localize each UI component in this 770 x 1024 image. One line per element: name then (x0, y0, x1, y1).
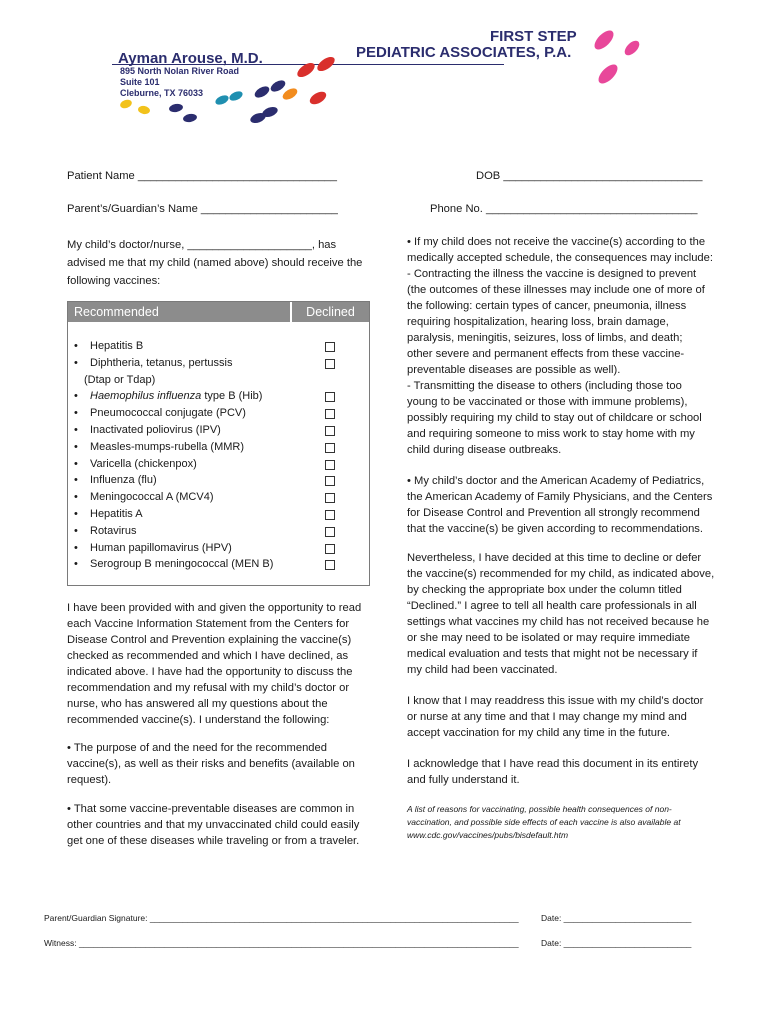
text-line: www.cdc.gov/vaccines/pubs/bisdefault.htm (407, 830, 569, 840)
witness-signature-field[interactable]: Witness: _____________________________________________________________________________________________ (44, 938, 519, 948)
text-line: nurse, who has answered all my questions about the (67, 698, 328, 710)
declined-checkbox[interactable] (325, 359, 335, 369)
doctor-name: Ayman Arouse, M.D. (118, 50, 263, 67)
text-line: each Vaccine Information Statement from the Centers for (67, 618, 350, 630)
dob-field[interactable]: DOB ________________________________ (476, 170, 703, 182)
text-line: - Transmitting the disease to others (including those too (407, 380, 682, 392)
text-line: advised me that my child (named above) should receive the (67, 257, 363, 269)
text-line: or she may need to be isolated or may require immediate (407, 632, 690, 644)
declined-checkbox[interactable] (325, 342, 335, 352)
declined-checkbox[interactable] (325, 493, 335, 503)
bullet: • (74, 474, 78, 487)
text-line: recommendation and my refusal with my child’s doctor or (67, 682, 350, 694)
text-line: accept vaccination for my child any time in the future. (407, 727, 671, 739)
vaccine-row (72, 405, 368, 422)
readdress-paragraph (407, 693, 727, 741)
consequences-paragraph (407, 234, 727, 458)
text-line: preventable diseases are possible as well). (407, 364, 621, 376)
text-line: indicated above. I have had the opportunity to discuss the (67, 666, 353, 678)
bullet: • (74, 407, 78, 420)
text-line: I have been provided with and given the opportunity to read (67, 602, 362, 614)
hib-italic: Haemophilus influenza (90, 390, 202, 403)
text-line: medical evaluation and tests that might not be necessary if (407, 648, 698, 660)
address-line: 895 North Nolan River Road (120, 66, 240, 76)
text-line: I acknowledge that I have read this document in its entirety (407, 758, 699, 770)
vaccine-row (72, 388, 368, 405)
acknowledge-paragraph (407, 756, 727, 788)
intro-paragraph (67, 236, 381, 290)
vaccine-name: Serogroup B meningococcal (MEN B) (90, 558, 274, 571)
text-line: • The purpose of and the need for the recommended (67, 742, 327, 754)
guardian-date-field[interactable]: Date: ___________________________ (541, 913, 692, 923)
vaccine-table (67, 301, 370, 586)
declined-checkbox[interactable] (325, 409, 335, 419)
text-line: other countries and that my unvaccinated child could easily (67, 819, 360, 831)
vaccine-row (72, 556, 368, 573)
text-line: child during disease outbreaks. (407, 444, 562, 456)
bullet: • (74, 541, 78, 554)
aap-paragraph (407, 473, 727, 537)
hib-suffix: type B (Hib) (204, 390, 263, 403)
text-line: settings what vaccines my child has not received because he (407, 616, 710, 628)
vaccine-row (72, 472, 368, 489)
bullet: • (74, 340, 78, 352)
bullet: • (74, 558, 78, 571)
text-line: • My child’s doctor and the American Academy of Pediatrics, (407, 475, 705, 487)
text-line: I know that I may readdress this issue with my child’s doctor (407, 695, 704, 707)
vaccine-row (72, 338, 368, 355)
declined-checkbox[interactable] (325, 560, 335, 570)
text-line: that the vaccine(s) be given according to recommendations. (407, 523, 704, 535)
address-line: Suite 101 (120, 77, 160, 87)
text-line: “Declined.” I agree to tell all health care professionals in all (407, 600, 697, 612)
witness-date-field[interactable]: Date: ___________________________ (541, 938, 692, 948)
declined-checkbox[interactable] (325, 527, 335, 537)
patient-name-field[interactable]: Patient Name ________________________________ (67, 170, 337, 182)
vaccine-name: Measles-mumps-rubella (MMR) (90, 440, 245, 453)
text-line: the American Academy of Family Physicians, and the Centers (407, 491, 713, 503)
text-line: following vaccines: (67, 275, 161, 287)
vaccine-row (72, 489, 368, 506)
text-line: possibly requiring my child to stay out of childcare or school (407, 412, 702, 424)
vaccine-name: Hepatitis B (90, 340, 144, 352)
declined-header: Declined (292, 302, 369, 322)
vaccine-name: Meningococcal A (MCV4) (90, 491, 214, 504)
text-line: vaccination, and possible side effects of each vaccine is also available at (407, 817, 681, 827)
text-line: • If my child does not receive the vaccine(s) according to the (407, 236, 706, 248)
text-line: the vaccine(s) recommended for my child, as indicated above, (407, 568, 715, 580)
vaccine-name: Varicella (chickenpox) (90, 457, 197, 470)
text-line: for Disease Control and Prevention all strongly recommend (407, 507, 700, 519)
footprints-icon (110, 20, 650, 130)
vaccine-row (72, 523, 368, 540)
text-line: other severe and permanent effects from these vaccine- (407, 348, 685, 360)
address-line: Cleburne, TX 76033 (120, 88, 204, 98)
bullet: • (74, 491, 78, 504)
text-line: paralysis, meningitis, seizures, loss of limbs, and death; (407, 332, 683, 344)
text-line: requiring hospitalization, hearing loss, brain damage, (407, 316, 669, 328)
text-line: recommended vaccine(s). I understand the following: (67, 714, 330, 726)
text-line: my child had been vaccinated. (407, 664, 558, 676)
bullet: • (74, 440, 78, 453)
text-line: and requiring someone to miss work to stay home with my (407, 428, 695, 440)
purpose-paragraph (67, 740, 381, 788)
footprints-logo (110, 20, 650, 130)
text-line: Disease Control and Prevention explaining the vaccine(s) (67, 634, 352, 646)
vaccine-name (90, 388, 262, 405)
text-line: or nurse at any time and that I may change my mind and (407, 711, 687, 723)
declined-checkbox[interactable] (325, 476, 335, 486)
declined-checkbox[interactable] (325, 510, 335, 520)
bullet: • (74, 524, 78, 537)
declined-checkbox[interactable] (325, 426, 335, 436)
provided-paragraph (67, 600, 381, 728)
text-line: the following: certain types of cancer, pneumonia, illness (407, 300, 687, 312)
text-line: My child’s doctor/nurse, ____________________, has (67, 239, 337, 251)
vaccine-row (72, 506, 368, 523)
cdc-note (407, 803, 727, 842)
phone-field[interactable]: Phone No. __________________________________ (430, 203, 698, 215)
bullet: • (74, 457, 78, 470)
vaccine-name: Hepatitis A (90, 507, 143, 520)
vaccine-row (72, 456, 368, 473)
declined-checkbox[interactable] (325, 544, 335, 554)
nevertheless-paragraph (407, 550, 727, 678)
text-line: vaccine(s), as well as their risks and benefits (available on (67, 758, 355, 770)
text-line: - Contracting the illness the vaccine is designed to prevent (407, 268, 697, 280)
practice-name-line2: PEDIATRIC ASSOCIATES, P.A. (356, 44, 572, 61)
common-paragraph (67, 801, 381, 849)
vaccine-name: Influenza (flu) (90, 474, 157, 487)
recommended-header: Recommended (68, 302, 290, 322)
vaccine-row (72, 355, 368, 372)
text-line: and fully understand it. (407, 774, 520, 786)
practice-name-line1: FIRST STEP (490, 28, 577, 45)
bullet: • (74, 356, 78, 369)
vaccine-row (72, 540, 368, 557)
declined-checkbox[interactable] (325, 392, 335, 402)
vaccine-row (72, 439, 368, 456)
vaccine-name: Rotavirus (90, 524, 137, 537)
declined-checkbox[interactable] (325, 443, 335, 453)
bullet: • (74, 507, 78, 520)
vaccine-name: Pneumococcal conjugate (PCV) (90, 407, 246, 420)
vaccine-name: (Dtap or Tdap) (84, 373, 156, 386)
text-line: medically accepted schedule, the consequences may include: (407, 252, 713, 264)
guardian-name-field[interactable]: Parent’s/Guardian’s Name ______________________ (67, 203, 338, 215)
vaccine-name: Inactivated poliovirus (IPV) (90, 423, 221, 436)
text-line: Nevertheless, I have decided at this time to decline or defer (407, 552, 702, 564)
vaccine-row (72, 422, 368, 439)
bullet: • (74, 390, 78, 403)
vaccine-name: Human papillomavirus (HPV) (90, 541, 232, 554)
text-line: (the outcomes of these illnesses may include one of more of (407, 284, 705, 296)
text-line: request). (67, 774, 112, 786)
text-line: A list of reasons for vaccinating, possible health consequences of non- (407, 804, 672, 814)
text-line: • That some vaccine-preventable diseases are common in (67, 803, 355, 815)
vaccine-list (72, 338, 368, 573)
text-line: get one of these diseases while traveling or from a traveler. (67, 835, 360, 847)
vaccine-name: Diphtheria, tetanus, pertussis (90, 356, 233, 369)
text-line: by checking the appropriate box under the column titled (407, 584, 682, 596)
declined-checkbox[interactable] (325, 460, 335, 470)
guardian-signature-field[interactable]: Parent/Guardian Signature: ______________________________________________________________________________ (44, 913, 519, 923)
text-line: young to be vaccinated or those with immune problems), (407, 396, 688, 408)
vaccine-row (72, 372, 368, 389)
text-line: checked as recommended and which I have declined, as (67, 650, 349, 662)
bullet: • (74, 423, 78, 436)
